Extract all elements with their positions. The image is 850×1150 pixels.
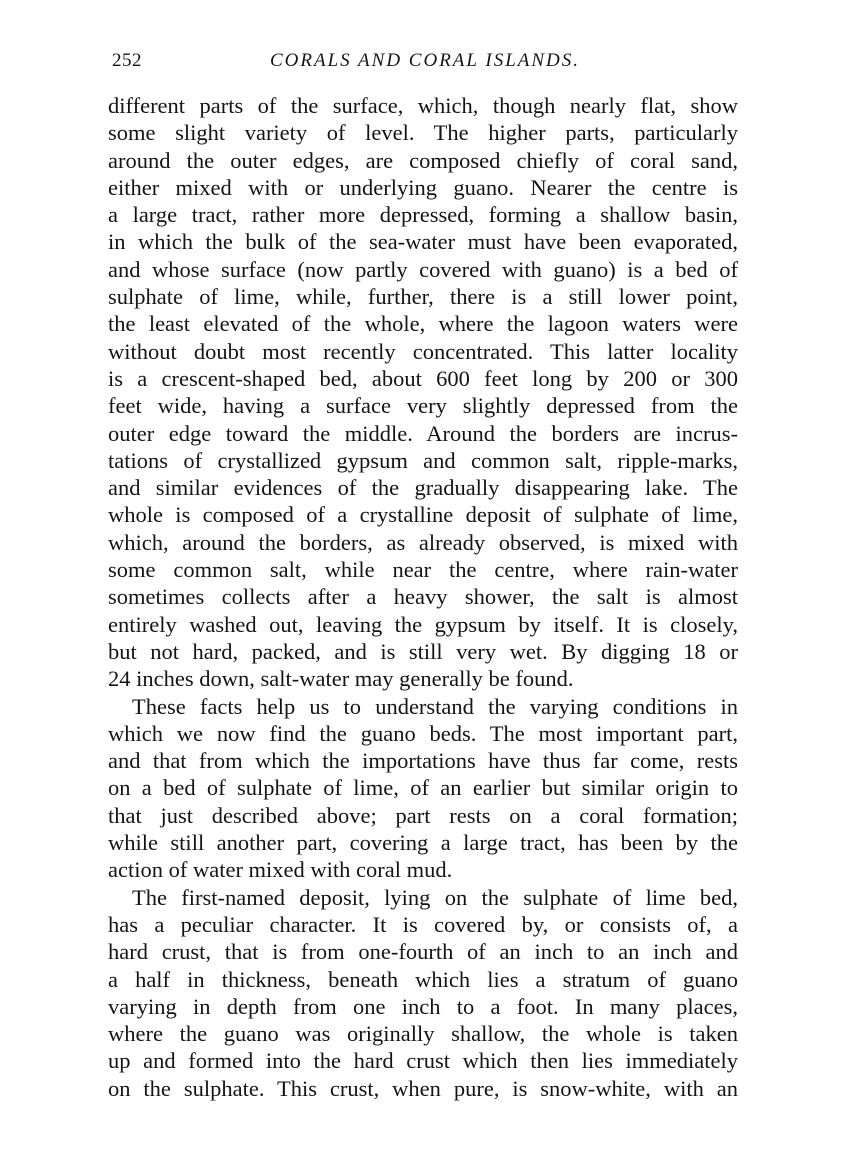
- paragraph-start-line: These facts help us to understand the varying conditions in: [132, 693, 738, 719]
- text-line: tations of crystallized gypsum and common salt, ripple-marks,: [108, 447, 738, 473]
- paragraph-end-line: 24 inches down, salt-water may generally be found.: [108, 666, 574, 692]
- text-line: sulphate of lime, while, further, there is a still lower point,: [108, 284, 738, 310]
- text-line: outer edge toward the middle. Around the borders are incrus-: [108, 420, 738, 446]
- text-line: different parts of the surface, which, though nearly flat, show: [108, 93, 738, 118]
- text-line: which we now find the guano beds. The most important part,: [108, 720, 738, 746]
- paragraph-start-line: The first-named deposit, lying on the sulphate of lime bed,: [132, 884, 738, 910]
- text-line: has a peculiar character. It is covered by, or consists of, a: [108, 911, 738, 937]
- text-line: hard crust, that is from one-fourth of an inch to an inch and: [108, 939, 738, 965]
- text-line: is a crescent-shaped bed, about 600 feet long by 200 or 300: [108, 365, 738, 391]
- text-line: but not hard, packed, and is still very wet. By digging 18 or: [108, 638, 738, 664]
- page-number: 252: [112, 50, 142, 71]
- text-line: on the sulphate. This crust, when pure, is snow-white, with an: [108, 1075, 738, 1101]
- body-text: [108, 92, 738, 1102]
- text-line: which, around the borders, as already observed, is mixed with: [108, 529, 738, 555]
- text-line: entirely washed out, leaving the gypsum by itself. It is closely,: [108, 611, 738, 637]
- text-line: up and formed into the hard crust which then lies immediately: [108, 1048, 738, 1074]
- text-line: while still another part, covering a large tract, has been by the: [108, 830, 738, 856]
- text-line: in which the bulk of the sea-water must have been evaporated,: [108, 229, 738, 255]
- text-line: some slight variety of level. The higher parts, particularly: [108, 120, 738, 146]
- paragraph-end-line: action of water mixed with coral mud.: [108, 857, 453, 883]
- text-line: varying in depth from one inch to a foot. In many places,: [108, 993, 738, 1019]
- running-title: CORALS AND CORAL ISLANDS.: [269, 50, 581, 71]
- text-line: where the guano was originally shallow, the whole is taken: [108, 1021, 738, 1047]
- text-line: the least elevated of the whole, where the lagoon waters were: [108, 311, 738, 337]
- text-line: either mixed with or underlying guano. Nearer the centre is: [108, 174, 738, 200]
- text-line: and whose surface (now partly covered with guano) is a bed of: [108, 256, 738, 282]
- text-line: and similar evidences of the gradually disappearing lake. The: [108, 475, 738, 501]
- text-line: whole is composed of a crystalline deposit of sulphate of lime,: [108, 502, 738, 528]
- text-line: a large tract, rather more depressed, forming a shallow basin,: [108, 202, 738, 228]
- text-line: around the outer edges, are composed chiefly of coral sand,: [108, 147, 738, 173]
- text-line: some common salt, while near the centre, where rain-water: [108, 557, 738, 583]
- running-head: [112, 50, 738, 76]
- text-line: that just described above; part rests on a coral formation;: [108, 802, 738, 828]
- text-line: sometimes collects after a heavy shower, the salt is almost: [108, 584, 738, 610]
- text-line: on a bed of sulphate of lime, of an earlier but similar origin to: [108, 775, 738, 801]
- text-line: and that from which the importations have thus far come, rests: [108, 748, 738, 774]
- text-line: feet wide, having a surface very slightly depressed from the: [108, 393, 738, 419]
- text-line: without doubt most recently concentrated. This latter locality: [108, 338, 738, 364]
- text-line: a half in thickness, beneath which lies a stratum of guano: [108, 966, 738, 992]
